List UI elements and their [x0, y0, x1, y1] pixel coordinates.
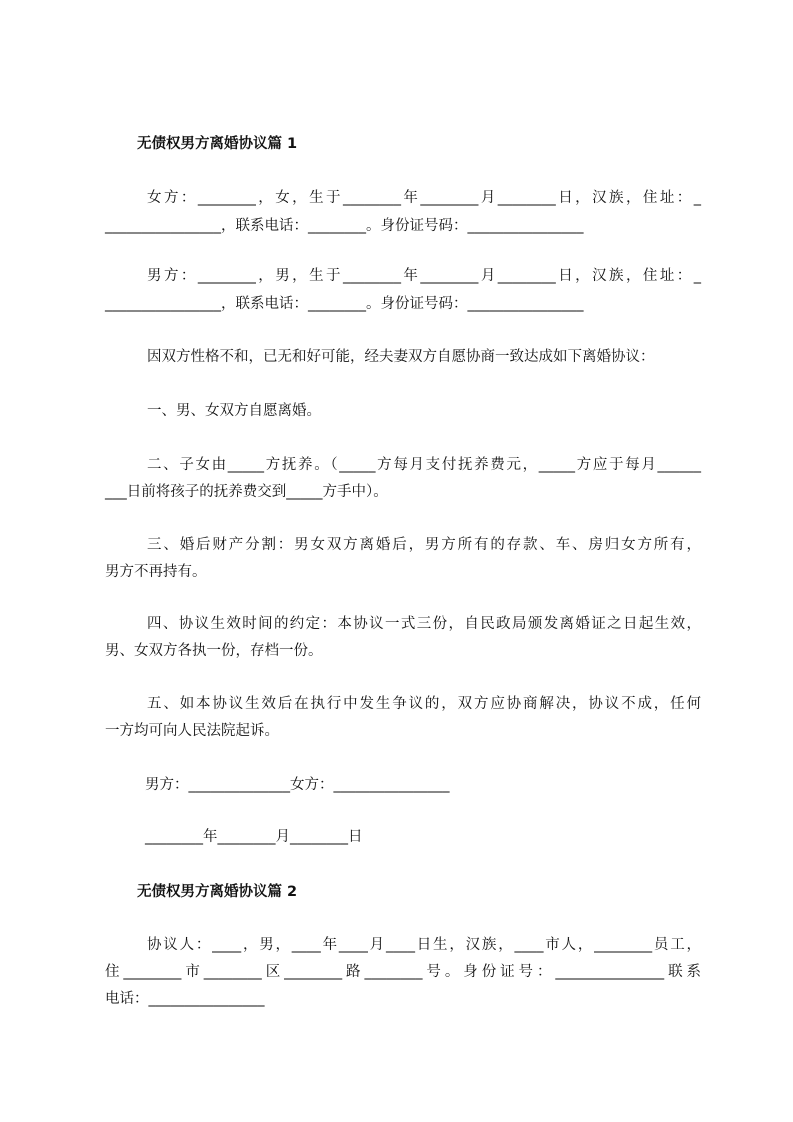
- party-info-line-1: 协议人：____，男，____年____月____日生，汉族，____市人，________员工，: [147, 937, 701, 953]
- clause-4-line-2: 男、女双方各执一份，存档一份。: [105, 643, 323, 659]
- male-info-line-2: ________________，联系电话：________。身份证号码：________________: [105, 296, 584, 312]
- clause-4-line-1: 四、协议生效时间的约定：本协议一式三份，自民政局颁发离婚证之日起生效，: [147, 616, 701, 632]
- signature-line: 男方：______________女方：________________: [145, 777, 450, 793]
- female-info-line-1: 女方：________，女，生于________年________月________日，汉族，住址：_: [147, 190, 701, 206]
- agreement-intro: 因双方性格不和，已无和好可能，经夫妻双方自愿协商一致达成如下离婚协议：: [147, 349, 655, 365]
- date-line: ________年________月________日: [145, 829, 363, 845]
- clause-3-line-2: 男方不再持有。: [105, 564, 207, 580]
- clause-2-line-2: ___日前将孩子的抚养费交到_____方手中）。: [105, 484, 388, 500]
- female-info-line-2: ________________，联系电话：________。身份证号码：________________: [105, 218, 584, 234]
- party-info-line-2: 住________市________区________路________号。身份证号：_______________联系: [105, 964, 701, 980]
- clause-2-line-1: 二、子女由_____方抚养。（_____方每月支付抚养费元，_____方应于每月______: [147, 457, 701, 473]
- clause-1: 一、男、女双方自愿离婚。: [147, 403, 321, 419]
- male-info-line-1: 男方：________，男，生于________年________月________日，汉族，住址：_: [147, 268, 701, 284]
- clause-5-line-1: 五、如本协议生效后在执行中发生争议的，双方应协商解决，协议不成，任何: [147, 696, 701, 712]
- party-info-line-3: 电话：________________: [105, 991, 265, 1007]
- clause-5-line-2: 一方均可向人民法院起诉。: [105, 723, 279, 739]
- clause-3-line-1: 三、婚后财产分割：男女双方离婚后，男方所有的存款、车、房归女方所有，: [147, 537, 701, 553]
- section-2-title: 无债权男方离婚协议篇 2: [137, 884, 298, 900]
- section-1-title: 无债权男方离婚协议篇 1: [137, 136, 298, 152]
